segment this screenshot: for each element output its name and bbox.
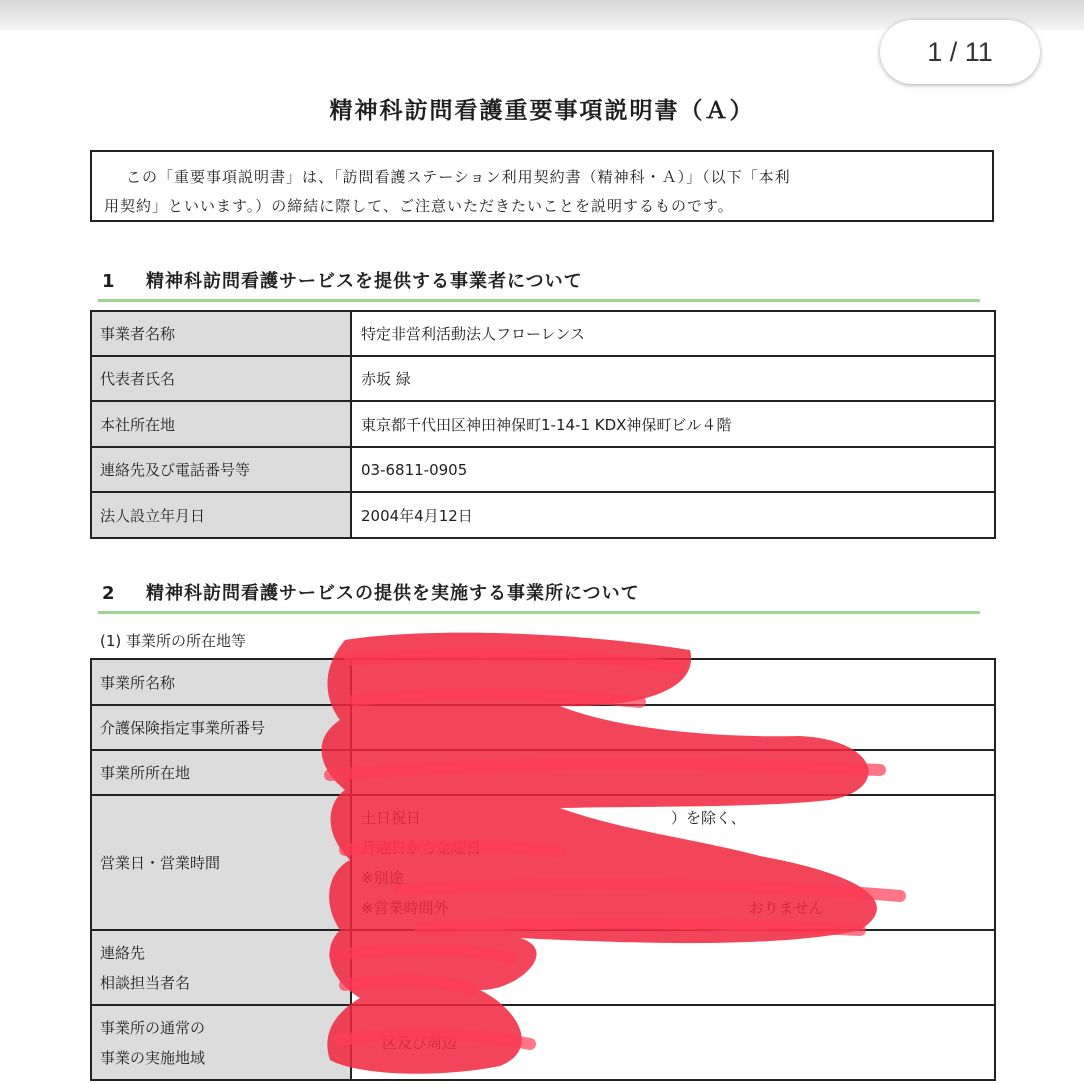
row-label: 事業者名称 (91, 311, 351, 356)
row-value: 赤坂 緑 (351, 356, 995, 401)
section-2-title: 精神科訪問看護サービスの提供を実施する事業所について (146, 583, 640, 604)
hours-line-1-tail: ）を除く、 (671, 808, 746, 827)
row-label: 連絡先及び電話番号等 (91, 447, 351, 492)
section-2-number: 2 (102, 583, 116, 604)
row-label: 事業所名称 (91, 659, 351, 705)
row-label-line-2: 事業の実施地域 (100, 1048, 206, 1067)
document-title: 精神科訪問看護重要事項説明書（Ａ） (329, 98, 755, 124)
row-label: 介護保険指定事業所番号 (91, 705, 351, 750)
row-label: 本社所在地 (91, 401, 351, 447)
row-label: 営業日・営業時間 (91, 795, 351, 930)
row-label: 事業所所在地 (91, 750, 351, 795)
page-indicator: 1 / 11 (880, 20, 1040, 84)
row-value: 特定非営利活動法人フローレンス (351, 311, 995, 356)
row-label: 法人設立年月日 (91, 492, 351, 538)
row-label-line-1: 連絡先 (100, 943, 146, 962)
section-2-subheading: (1) 事業所の所在地等 (100, 632, 247, 650)
row-label: 代表者氏名 (91, 356, 351, 401)
intro-line-2: 用契約」といいます。）の締結に際して、ご注意いただきたいことを説明するものです。 (104, 197, 734, 215)
redaction-stroke (420, 924, 860, 930)
section-1-number: 1 (102, 271, 116, 292)
row-value: 03-6811-0905 (351, 447, 995, 492)
row-label-line-2: 相談担当者名 (100, 973, 191, 992)
redaction-stroke (345, 846, 560, 852)
row-label-line-1: 事業所の通常の (100, 1018, 206, 1037)
section-1-title: 精神科訪問看護サービスを提供する事業者について (146, 271, 583, 292)
row-value: 2004年4月12日 (351, 492, 995, 538)
row-value: 東京都千代田区神田神保町1-14-1 KDX神保町ビル４階 (351, 401, 995, 447)
intro-line-1: この「重要事項説明書」は、「訪問看護ステーション利用契約書（精神科・Ａ）」（以下「本利 (126, 168, 791, 186)
